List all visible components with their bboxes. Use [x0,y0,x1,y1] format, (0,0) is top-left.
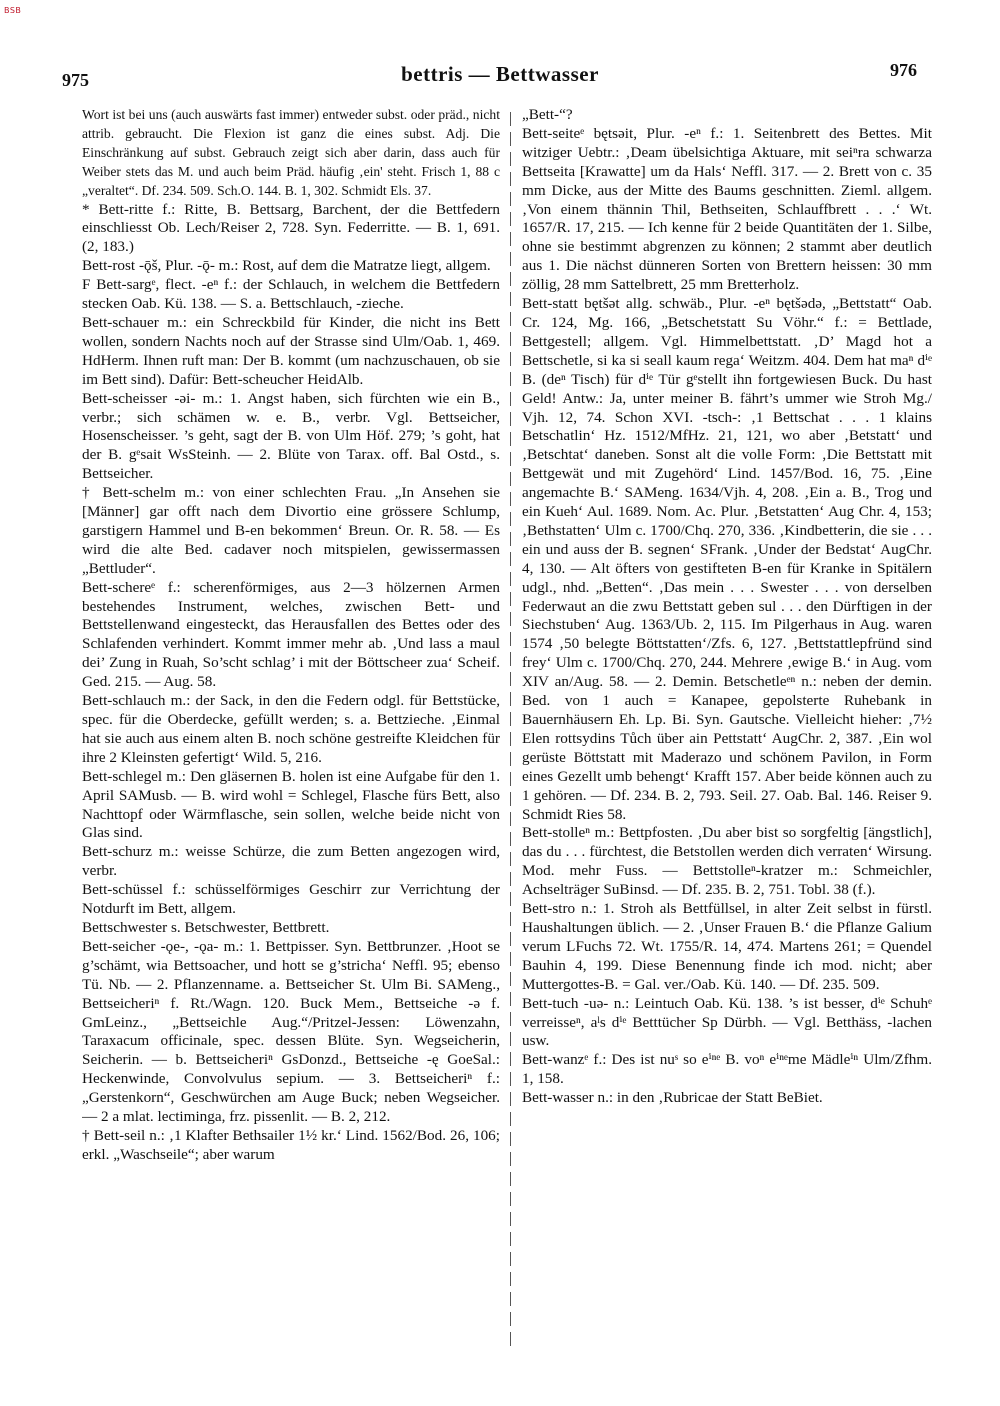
entry-bett-seicher: Bett-seicher -ǫe-, -ǫa- m.: 1. Bettpisser. Syn. Bettbrunzer. ‚Hoot se g’schämt, wia Bettsoacher, und hott se g’stricha‘ Neffl. 95; ebenso Tü. Nb. — 2. Pflanzenname. a. Bettseicher St. Ulm Bi. SAMeng., Bettseicheriⁿ f. Rt./Wagn. 120. Buck Mem., Bettseiche -ə f. GmLeinz., „Bettseichle Aug.“/Pritzel-Jessen: Löwenzahn, Taraxacum officinale, spec. dessen Blüte. Syn. Wegseicherin, Seicherin. — b. Bettseicheriⁿ GsDonzd., Bettseiche -ę GoeSal.: Heckenwinde, Convolvulus sepium. — 3. Bettseicheriⁿ f.: „Gerstenkorn“, Geschwürchen am Auge Buck; neben Wegseicher. — 2 a mlat. lectiminga, frz. pissenlit. — B. 2, 212. [82,937,500,1126]
entry-bett-schere: Bett-schereᵉ f.: scherenförmiges, aus 2—3 hölzernen Armen bestehendes Instrument, welches, zwischen Bett- und Bettstellenwand eingesteckt, das Herausfallen des Bettes oder des Schlafenden verhindert. Kommt immer mehr ab. ‚Und lass a maul dei’ Zung in Ruah, So’scht schlag’ i mit der Böttscheer zua‘ Scheif. Ged. 215. — Aug. 58. [82,578,500,691]
entry-bett-schlauch: Bett-schlauch m.: der Sack, in den die Federn odgl. für Bettstücke, spec. für die Oberdecke, gefüllt werden; s. a. Bettzieche. ‚Einmal hat sie auch aus einem alten B. noch schöne gestreifte Kleidchen für ihre 2 Kleinsten gefertigt‘ Wild. 5, 216. [82,692,500,766]
left-page-number: 975 [62,70,89,90]
entry-bett-statt: Bett-statt bętšət allg. schwäb., Plur. -eⁿ bętšədə, „Bettstatt“ Oab. Cr. 124, Mg. 166, „Betschetstatt Su Vöhr.“ f.: = Bettlade, Bettgestell; allgem. Vgl. Himmelbettstatt. ‚D’ Magd hot a Bettschetle, si ka si seall kaum rega‘ Weitzm. 404. Dem hat maⁿ dⁱᵉ B. (deⁿ Tisch) für dⁱᵉ Tür gᵉstellt ihn fortgewiesen Buck. Du hast Geld! Antw.: Ja, unter meiner B. fährt’s ummer wie Stroh Mg./ Vjh. 12, 74. Schon XVI. -tsch-: ‚1 Bettschat . . . 1 klains Betschatlin‘ Hz. 1512/MfHz. 21, 121, wo aber ‚Betstatt‘ und ‚Betschtat‘ daneben. Sonst alt die volle Form: ‚Die Bettstatt mit Bettgewät und mit Zugehörd‘ Lind. 1457/Bod. 16, 75. ‚Eine angemachte B.‘ SAMeng. 1634/Vjh. 4, 208. ‚Ein a. B., Trog und ein Kueh‘ Aul. 1689. Nom. Ac. Plur. ‚Betstatten‘ Aug Chr. 4, 153; ‚Bethstatten‘ Ulm c. 1700/Chq. 270, 336. ‚Kindbetterin, die sie . . . ein und auss der B. segnen‘ SFrank. ‚Under der Bedstat‘ AugChr. 4, 130. — Alt öfters von gestifteten B-en für Kranke in Spitälern udgl., nhd. „Betten“. ‚Das mein . . . Swester . . . von derselben Federwaut an die zwu Bettstatt geben sul . . . den Dürftigen in der Siechstuben‘ Aug. 1363/Ub. 2, 115. Im Pilgerhaus in Aug. waren 1574 ‚50 belegte Böttstatten‘/Zfs. 6, 127. ‚Bettstattlepfründ sind frey‘ Ulm c. 1700/Chq. 270, 244. Mehrere ‚ewige B.‘ in Aug. vom XIV an/Aug. 58. — 2. Demin. Betschetleᵉⁿ n.: neben der demin. Bed. von 1 auch = Kanapee, gepolsterte Ruhebank in Bauernhäusern Eh. Lp. Bi. Syn. Gautsche. Vielleicht hieher: ‚7½ Elen rottsydins Tůch über ain Pettstatt‘ AugChr. 2, 387. ‚Ein wol gerüste Böttstatt mit Maderazo und schönem Pavilon, in Form eines Gezellt umb behengt‘ Krafft 157. Aber beide können auch zu 1 gehören. — Df. 234. B. 2, 793. Seil. 27. Oab. Bal. 146. Reiser 9. Schmidt Ries 58. [522,295,932,823]
library-stamp: BSB [4,6,22,15]
entry-bett-schlegel: Bett-schlegel m.: Den gläsernen B. holen ist eine Aufgabe für den 1. April SAMusb. — B. wird wohl = Schlegel, Flasche fürs Bett, also Nachttopf oder Wärmflasche, sein sollen, welche beide nicht von Glas sind. [82,767,500,842]
entry-bett-schelm: † Bett-schelm m.: von einer schlechten Frau. „In Ansehen sie [Männer] gar offt nach dem Divortio eine grössere Schlump, garstigern Hammel und B-en bekommen‘ Breun. Or. R. 58. — Es wird die alte Bed. cadaver noch mitspielen, gewissermassen „Bettluder“. [82,484,500,577]
entry-bett-seite: Bett-seiteᵉ bętsəit, Plur. -eⁿ f.: 1. Seitenbrett des Bettes. Mit witziger Uebtr.: ‚Deam übelsichtiga Aktuare, mit seiⁿra schwarza Bettseita [Krawatte] um da Hals‘ Neffl. 317. — 2. Brett von c. 35 mm Dicke, aus der Mitte des Baums geschnitten. Zieml. allgem. ‚Von einem thännin Thil, Bethseiten, Schlauffbrett . . .‘ Wt. 1657/R. 17, 215. — Ich kenne für 2 beide Quantitäten der 1. Silbe, ohne sie bestimmt abgrenzen zu können; 2 stammt aber deutlich aus 1. Die nächst dünneren Sorten von Brettern heissen: 30 mm zöllig, 28 mm Sattelbrett, 25 mm Bretterholz. [522,124,932,294]
entry-bett-sarge: F Bett-sargᵉ, flect. -eⁿ f.: der Schlauch, in welchem die Bettfedern stecken Oab. Kü. 138. — S. a. Bettschlauch, -zieche. [82,276,500,313]
right-column [522,106,932,1356]
entry-bett-scheisser: Bett-scheisser -əi- m.: 1. Angst haben, sich fürchten wie ein B., verbr.; sich schämen w. e. B., verbr. Vgl. Bettseicher, Hosenscheisser. ’s geht, sagt der B. von Ulm Höf. 279; ’s goht, hat der B. gᵉsait WsSteinh. — 2. Blüte von Tarax. off. Bal Ostd., s. Bettseicher. [82,389,500,483]
entry-bett-wasser: Bett-wasser n.: in den ‚Rubricae der Statt BeBiet. [522,1089,823,1107]
entry-bett-stollen: Bett-stolleⁿ m.: Bettpfosten. ‚Du aber bist so sorgfeltig [ängstlich], das du . . . fürchtest, die Betstollen werden dich verraten‘ Wirsung. Mod. mehr Fuss. — Bettstolleⁿ-kratzer m.: Schmeichler, Achselträger SuBinsd. — Df. 235. B. 2, 751. Tobl. 38 (f.). [522,824,932,899]
entry-bett-schuessel: Bett-schüssel f.: schüsselförmiges Geschirr zur Verrichtung der Notdurft im Bett, allgem. [82,881,500,918]
left-column [82,106,500,1356]
paragraph: „Bett-“? [522,106,573,123]
entry-bett-stro: Bett-stro n.: 1. Stroh als Bettfüllsel, in alter Zeit selbst in fürstl. Haushaltungen üblich. — 2. ‚Unser Frauen B.‘ die Pflanze Galium verum LFuchs 72. Wt. 1755/R. 14, 474. Martens 261; = Quendel Bauhin 4, 199. Diese Benennung finde ich mod. nicht; aber Muttergottes-B. = Gal. ver./Oab. Kü. 140. — Df. 235. 509. [522,900,932,993]
right-page-number: 976 [890,60,917,80]
entry-bett-wanze: Bett-wanzᵉ f.: Des ist nuˢ so eⁱⁿᵉ B. voⁿ eⁱⁿᵉme Mädleⁱⁿ Ulm/Zfhm. 1, 158. [522,1051,932,1088]
entry-bett-rost: Bett-rost -ǭš, Plur. -ǭ- m.: Rost, auf dem die Matratze liegt, allgem. [82,257,491,275]
entry-bett-ritte: * Bett-ritte f.: Ritte, B. Bettsarg, Barchent, der die Bettfedern einschliesst Ob. Lech/Reiser 2, 728. Syn. Federritte. — B. 1, 691. (2, 183.) [82,200,500,256]
entry-bett-schauer: Bett-schauer m.: ein Schreckbild für Kinder, die nicht ins Bett wollen, sondern Nachts noch auf der Strasse sind Ulm/Oab. 1, 469. HdHerm. Ihnen ruft man: Der B. kommt (um nachzuschauen, ob sie im Bett sind). Dafür: Bett-scheucher HeidAlb. [82,313,500,388]
entry-bett-seil: † Bett-seil n.: ‚1 Klafter Bethsailer 1½ kr.‘ Lind. 1562/Bod. 26, 106; erkl. „Waschseile“; aber warum [82,1126,500,1163]
column-divider [510,112,511,1352]
paragraph: Wort ist bei uns (auch auswärts fast immer) entweder subst. oder präd., nicht attrib. gebraucht. Die Flexion ist ganz die eines subst. Adj. Die Einschränkung auf subst. Gebrauch zeigt sich aber darin, dass auch für Weiber stets das M. und auch beim Präd. häufig ‚ein' steht. Frisch 1, 88 c „veraltet“. Df. 234. 509. Sch.O. 144. B. 1, 302. Schmidt Els. 37. [82,107,500,198]
entry-bettschwester: Bettschwester s. Betschwester, Bettbrett. [82,918,330,936]
entry-bett-tuch: Bett-tuch -uə- n.: Leintuch Oab. Kü. 138. ’s ist besser, dⁱᵉ Schuhᵉ verreisseⁿ, aˡs dⁱᵉ Betttücher Sp Dürbh. — Vgl. Betthäss, -lachen usw. [522,994,932,1050]
entry-bett-schurz: Bett-schurz m.: weisse Schürze, die zum Betten angezogen wird, verbr. [82,843,500,880]
running-title: bettris — Bettwasser [401,62,599,86]
